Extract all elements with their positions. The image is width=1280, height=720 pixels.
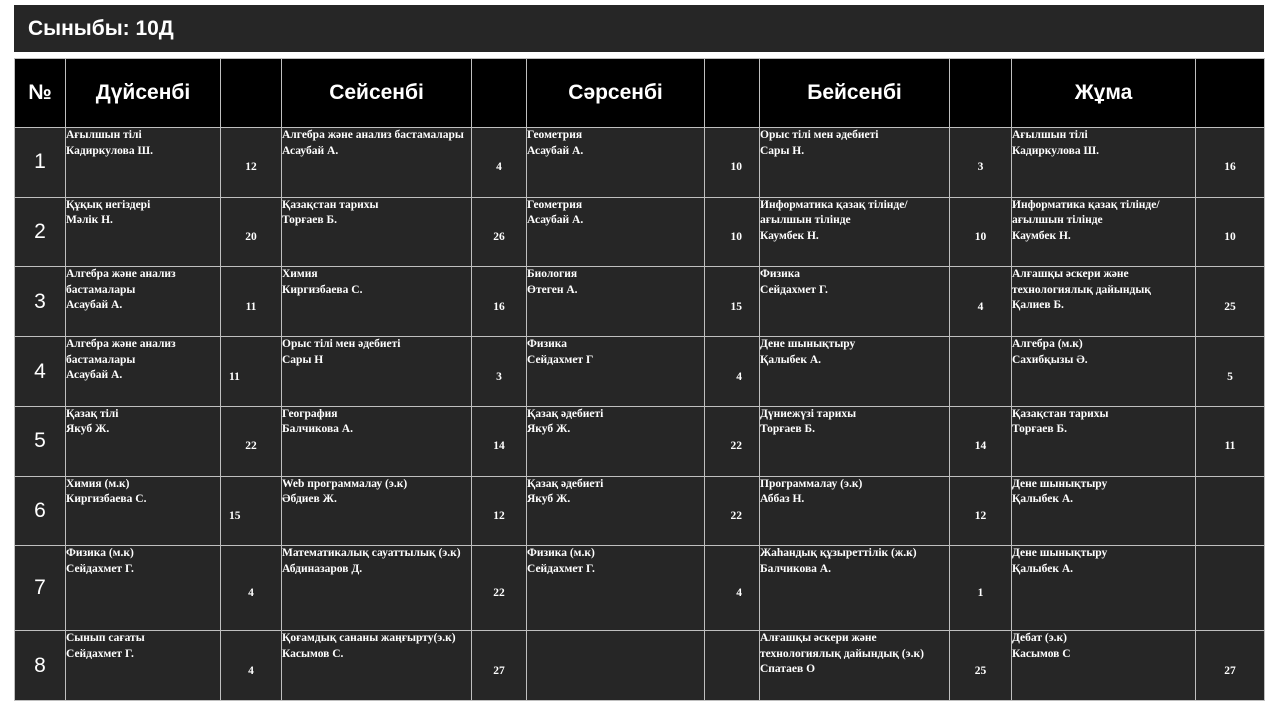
timetable bbox=[14, 58, 1265, 701]
lesson-text: Дене шынықтыру Қалыбек А. bbox=[1012, 477, 1108, 506]
room-cell bbox=[950, 128, 1012, 198]
lesson-cell bbox=[66, 197, 221, 267]
room-cell bbox=[221, 128, 282, 198]
lesson-text: Web программалау (э.к) Әбдиев Ж. bbox=[282, 477, 408, 506]
lesson-number: 8 bbox=[15, 631, 66, 701]
lesson-text: Қазақстан тарихы Торғаев Б. bbox=[282, 198, 379, 227]
room-cell bbox=[950, 197, 1012, 267]
lesson-text: Орыс тілі мен әдебиеті Сары Н bbox=[282, 338, 401, 366]
room-number: 11 bbox=[1224, 440, 1236, 453]
lesson-cell bbox=[282, 546, 472, 631]
lesson-text: Қазақ әдебиеті Якуб Ж. bbox=[527, 477, 604, 506]
room-cell bbox=[950, 406, 1012, 476]
room-cell bbox=[705, 546, 760, 631]
lesson-text: Биология Өтеген А. bbox=[527, 268, 578, 296]
room-cell bbox=[221, 631, 282, 701]
lesson-cell bbox=[1012, 197, 1196, 267]
table-row bbox=[15, 631, 1265, 701]
lesson-text: Ағылшын тілі Кадиркулова Ш. bbox=[66, 129, 153, 157]
room-number: 10 bbox=[730, 161, 742, 174]
header-day-tuesday: Сейсенбі bbox=[282, 59, 472, 128]
room-number: 4 bbox=[736, 370, 742, 383]
header-room bbox=[705, 59, 760, 128]
room-number: 10 bbox=[730, 231, 742, 244]
room-number: 4 bbox=[496, 161, 502, 174]
lesson-text: Алгебра және анализ бастамалары Асаубай А. bbox=[282, 129, 464, 157]
room-number: 27 bbox=[1224, 664, 1236, 677]
lesson-text: Алғашқы әскери және технологиялық дайындық Қалиев Б. bbox=[1012, 268, 1151, 312]
lesson-text: Қоғамдық сананы жаңғырту(э.к) Касымов С. bbox=[282, 632, 456, 660]
room-cell bbox=[950, 631, 1012, 701]
lesson-cell bbox=[282, 476, 472, 546]
lesson-text: Қазақ әдебиеті Якуб Ж. bbox=[527, 407, 604, 436]
room-cell bbox=[221, 267, 282, 337]
room-number: 25 bbox=[974, 664, 987, 677]
table-row bbox=[15, 128, 1265, 198]
lesson-text: Қазақстан тарихы Торғаев Б. bbox=[1012, 407, 1109, 436]
lesson-text: Дүниежүзі тарихы Торғаев Б. bbox=[760, 407, 857, 436]
room-cell bbox=[1196, 337, 1265, 407]
room-cell bbox=[221, 406, 282, 476]
room-number: 4 bbox=[248, 587, 254, 600]
lesson-cell bbox=[760, 476, 950, 546]
lesson-text: Дебат (э.к) Касымов С bbox=[1012, 632, 1071, 660]
room-cell bbox=[1196, 197, 1265, 267]
lesson-cell bbox=[760, 406, 950, 476]
room-number: 4 bbox=[977, 300, 984, 313]
lesson-cell bbox=[760, 546, 950, 631]
lesson-cell bbox=[1012, 631, 1196, 701]
lesson-text: Құқық негіздері Мәлік Н. bbox=[66, 198, 151, 227]
room-cell bbox=[1196, 128, 1265, 198]
lesson-cell bbox=[760, 631, 950, 701]
lesson-text: Орыс тілі мен әдебиеті Сары Н. bbox=[760, 129, 879, 157]
lesson-cell bbox=[527, 631, 705, 701]
room-cell bbox=[221, 546, 282, 631]
lesson-number: 7 bbox=[15, 546, 66, 631]
room-cell bbox=[472, 197, 527, 267]
table-row bbox=[15, 546, 1265, 631]
room-cell bbox=[950, 476, 1012, 546]
header-room bbox=[472, 59, 527, 128]
room-cell bbox=[1196, 476, 1265, 546]
room-cell bbox=[705, 267, 760, 337]
lesson-cell bbox=[66, 476, 221, 546]
lesson-text: Химия (м.к) Киргизбаева С. bbox=[66, 477, 147, 506]
room-number: 27 bbox=[493, 664, 505, 677]
room-number: 3 bbox=[496, 370, 502, 383]
lesson-cell bbox=[527, 267, 705, 337]
lesson-text: Информатика қазақ тілінде/ағылшын тілінде Каумбек Н. bbox=[1012, 198, 1160, 242]
room-number: 11 bbox=[245, 300, 257, 313]
lesson-text: Физика (м.к) Сейдахмет Г. bbox=[527, 547, 595, 575]
lesson-cell bbox=[527, 128, 705, 198]
room-cell bbox=[221, 197, 282, 267]
room-number: 10 bbox=[1224, 231, 1236, 244]
header-room bbox=[1196, 59, 1265, 128]
table-row bbox=[15, 197, 1265, 267]
lesson-cell bbox=[282, 631, 472, 701]
lesson-text: Сынып сағаты Сейдахмет Г. bbox=[66, 632, 145, 660]
room-number: 5 bbox=[1227, 370, 1233, 383]
table-row bbox=[15, 406, 1265, 476]
lesson-cell bbox=[527, 337, 705, 407]
room-cell bbox=[705, 406, 760, 476]
room-cell bbox=[472, 128, 527, 198]
header-row bbox=[15, 59, 1265, 128]
room-cell bbox=[221, 476, 282, 546]
room-number: 4 bbox=[736, 587, 742, 600]
lesson-cell bbox=[66, 546, 221, 631]
room-cell bbox=[472, 631, 527, 701]
lesson-number: 2 bbox=[15, 197, 66, 267]
lesson-cell bbox=[760, 267, 950, 337]
room-number: 16 bbox=[493, 300, 505, 313]
room-cell bbox=[472, 267, 527, 337]
room-cell bbox=[705, 337, 760, 407]
room-number: 25 bbox=[1224, 300, 1236, 313]
header-room bbox=[950, 59, 1012, 128]
room-cell bbox=[1196, 631, 1265, 701]
lesson-cell bbox=[282, 406, 472, 476]
lesson-text: Дене шынықтыру Қалыбек А. bbox=[1012, 547, 1108, 575]
lesson-cell bbox=[282, 337, 472, 407]
lesson-cell bbox=[66, 267, 221, 337]
lesson-cell bbox=[282, 197, 472, 267]
lesson-number: 3 bbox=[15, 267, 66, 337]
room-cell bbox=[221, 337, 282, 407]
lesson-cell bbox=[527, 406, 705, 476]
lesson-text: Геометрия Асаубай А. bbox=[527, 198, 584, 227]
room-cell bbox=[950, 267, 1012, 337]
header-day-thursday: Бейсенбі bbox=[760, 59, 950, 128]
lesson-cell bbox=[66, 337, 221, 407]
room-cell bbox=[472, 337, 527, 407]
room-cell bbox=[1196, 267, 1265, 337]
lesson-text: Қазақ тілі Якуб Ж. bbox=[66, 407, 119, 436]
room-cell bbox=[950, 546, 1012, 631]
room-number: 22 bbox=[730, 509, 742, 522]
lesson-text: Физика Сейдахмет Г bbox=[527, 338, 594, 366]
room-number: 15 bbox=[730, 300, 742, 313]
lesson-number: 4 bbox=[15, 337, 66, 407]
lesson-text: Геометрия Асаубай А. bbox=[527, 129, 584, 157]
room-cell bbox=[705, 128, 760, 198]
room-cell bbox=[472, 476, 527, 546]
lesson-text: Химия Киргизбаева С. bbox=[282, 268, 363, 296]
lesson-text: Физика Сейдахмет Г. bbox=[760, 268, 828, 296]
class-title: Сыныбы: 10Д bbox=[14, 5, 1264, 52]
lesson-cell bbox=[760, 128, 950, 198]
table-row bbox=[15, 337, 1265, 407]
lesson-text: Жаһандық құзыреттілік (ж.к) Балчикова А. bbox=[760, 547, 917, 575]
header-num: № bbox=[15, 59, 66, 128]
lesson-text: Дене шынықтыру Қалыбек А. bbox=[760, 338, 856, 366]
header-day-friday: Жұма bbox=[1012, 59, 1196, 128]
lesson-cell bbox=[527, 476, 705, 546]
lesson-cell bbox=[66, 406, 221, 476]
header-day-monday: Дүйсенбі bbox=[66, 59, 221, 128]
lesson-number: 6 bbox=[15, 476, 66, 546]
lesson-cell bbox=[760, 197, 950, 267]
room-cell bbox=[705, 631, 760, 701]
table-row bbox=[15, 476, 1265, 546]
room-cell bbox=[472, 546, 527, 631]
room-number: 26 bbox=[493, 231, 505, 244]
lesson-cell bbox=[760, 337, 950, 407]
room-cell bbox=[705, 197, 760, 267]
room-number: 1 bbox=[977, 587, 984, 600]
room-number: 3 bbox=[977, 161, 984, 174]
lesson-text: География Балчикова А. bbox=[282, 407, 353, 436]
lesson-cell bbox=[1012, 406, 1196, 476]
lesson-text: Алгебра және анализ бастамалары Асаубай А. bbox=[66, 268, 176, 312]
lesson-text: Алгебра және анализ бастамалары Асаубай А. bbox=[66, 338, 176, 382]
room-number: 14 bbox=[974, 440, 987, 453]
room-cell bbox=[472, 406, 527, 476]
room-number: 10 bbox=[974, 231, 987, 244]
lesson-text: Алгебра (м.к) Сахибқызы Ә. bbox=[1012, 338, 1088, 366]
lesson-cell bbox=[1012, 337, 1196, 407]
room-number: 22 bbox=[730, 440, 742, 453]
room-cell bbox=[705, 476, 760, 546]
room-number: 14 bbox=[493, 440, 505, 453]
room-cell bbox=[950, 337, 1012, 407]
room-number: 4 bbox=[248, 664, 254, 677]
lesson-text: Ағылшын тілі Кадиркулова Ш. bbox=[1012, 129, 1099, 157]
room-cell bbox=[1196, 546, 1265, 631]
header-room bbox=[221, 59, 282, 128]
lesson-text: Алғашқы әскери және технологиялық дайындық (э.к) Спатаев О bbox=[760, 632, 924, 676]
lesson-cell bbox=[66, 128, 221, 198]
room-number: 20 bbox=[245, 231, 257, 244]
room-number: 12 bbox=[974, 509, 987, 522]
lesson-cell bbox=[66, 631, 221, 701]
lesson-text: Информатика қазақ тілінде/ағылшын тілінде Каумбек Н. bbox=[760, 198, 908, 242]
lesson-cell bbox=[527, 197, 705, 267]
lesson-cell bbox=[282, 128, 472, 198]
room-number: 12 bbox=[245, 161, 257, 174]
room-number: 11 bbox=[229, 370, 240, 383]
lesson-text: Математикалық сауаттылық (э.к) Абдиназаров Д. bbox=[282, 547, 461, 575]
header-day-wednesday: Сәрсенбі bbox=[527, 59, 705, 128]
lesson-cell bbox=[1012, 546, 1196, 631]
room-number: 12 bbox=[493, 509, 505, 522]
lesson-cell bbox=[1012, 128, 1196, 198]
lesson-text: Физика (м.к) Сейдахмет Г. bbox=[66, 547, 134, 575]
room-cell bbox=[1196, 406, 1265, 476]
lesson-cell bbox=[1012, 267, 1196, 337]
lesson-number: 5 bbox=[15, 406, 66, 476]
table-row bbox=[15, 267, 1265, 337]
room-number: 22 bbox=[493, 587, 505, 600]
lesson-cell bbox=[282, 267, 472, 337]
room-number: 15 bbox=[229, 509, 241, 522]
lesson-cell bbox=[527, 546, 705, 631]
lesson-text: Программалау (э.к) Аббаз Н. bbox=[760, 477, 863, 506]
room-number: 16 bbox=[1224, 161, 1236, 174]
room-number: 22 bbox=[245, 440, 257, 453]
lesson-cell bbox=[1012, 476, 1196, 546]
lesson-number: 1 bbox=[15, 128, 66, 198]
